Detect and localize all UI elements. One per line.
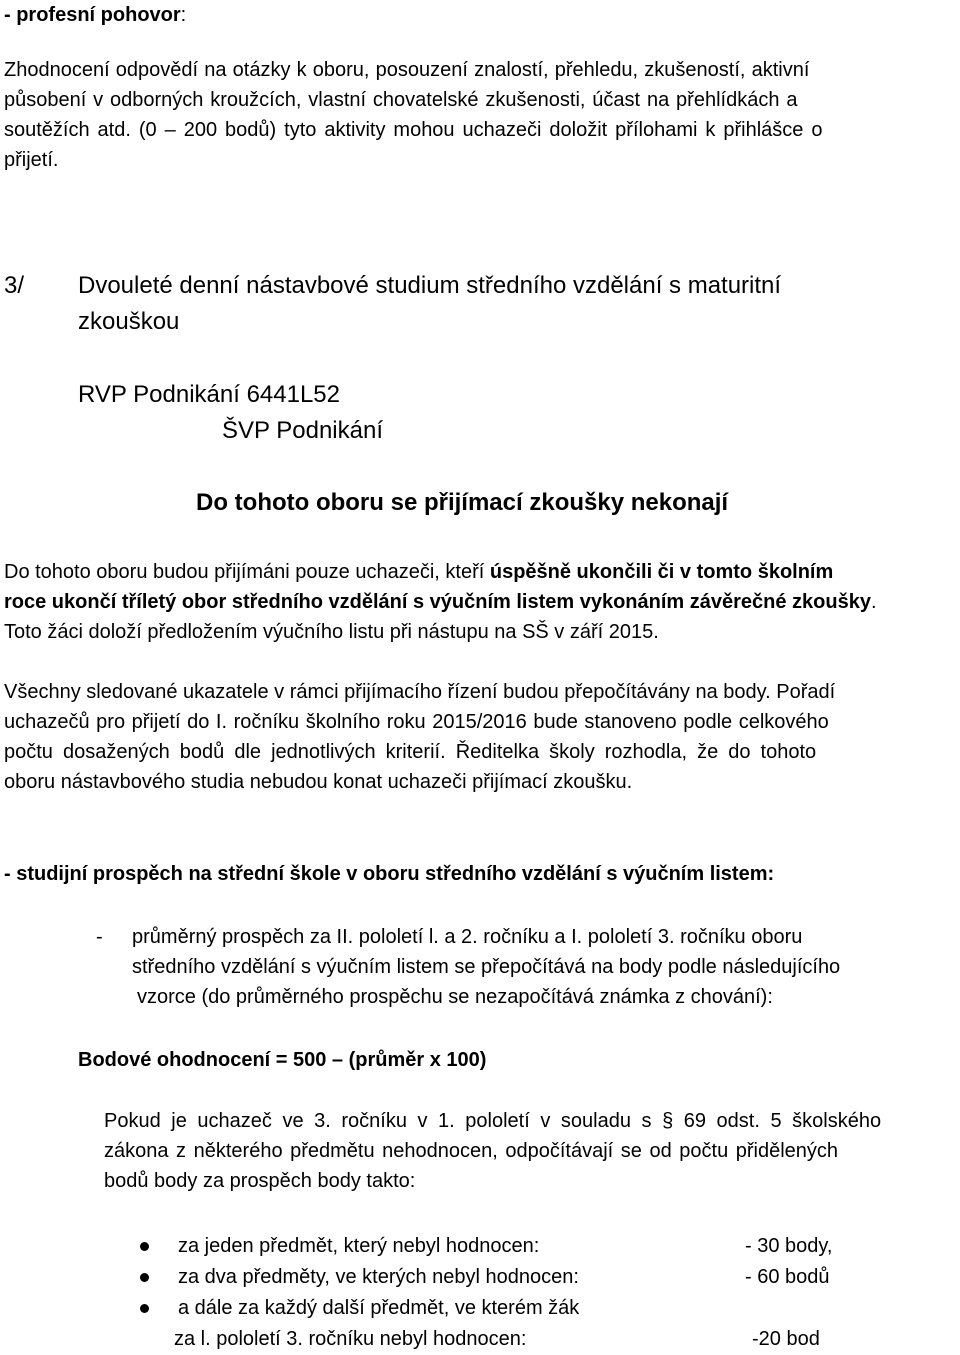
item-line: středního vzdělání s výučním listem se přepočítává na body podle následujícího bbox=[132, 956, 841, 978]
ranking-paragraph bbox=[4, 677, 835, 797]
section-title bbox=[78, 268, 781, 340]
heading-colon: : bbox=[180, 4, 187, 26]
deduction-value: - 60 bodů bbox=[745, 1266, 830, 1288]
admission-emphasis: roce ukončí tříletý obor středního vzdělání s výučním listem vykonáním závěrečné zkoušky bbox=[4, 591, 871, 613]
section-number: 3/ bbox=[4, 272, 25, 299]
paragraph-line: Pokud je uchazeč ve 3. ročníku v 1. pololetí v souladu s § 69 odst. 5 školského bbox=[104, 1110, 882, 1132]
item-line: vzorce (do průměrného prospěchu se nezapočítává známka z chování): bbox=[137, 986, 773, 1008]
item-line: průměrný prospěch za II. pololetí l. a 2. ročníku a I. pololetí 3. ročníku oboru bbox=[132, 926, 803, 948]
paragraph-line: působení v odborných kroužcích, vlastní chovatelské zkušenosti, účast na přehlídkách a bbox=[4, 89, 798, 111]
bullet-icon bbox=[140, 1304, 149, 1313]
deduction-value: - 30 body, bbox=[745, 1235, 833, 1257]
deduction-label: za dva předměty, ve kterých nebyl hodnocen: bbox=[178, 1266, 579, 1288]
admission-text: Do tohoto oboru budou přijímáni pouze uchazeči, kteří bbox=[4, 561, 490, 583]
admission-emphasis: úspěšně ukončili či v tomto školním bbox=[489, 561, 834, 583]
paragraph-line bbox=[4, 587, 877, 617]
formula: Bodové ohodnocení = 500 – (průměr x 100) bbox=[78, 1049, 487, 1071]
section-title-line: Dvouleté denní nástavbové studium středního vzdělání s maturitní bbox=[78, 272, 782, 299]
deduction-label: a dále za každý další předmět, ve kterém žák bbox=[178, 1297, 580, 1319]
note-paragraph bbox=[104, 1106, 881, 1196]
paragraph-line: přijetí. bbox=[4, 149, 59, 171]
prospech-item bbox=[132, 922, 840, 1012]
no-exams-notice: Do tohoto oboru se přijímací zkoušky nekonají bbox=[196, 489, 729, 516]
deduction-value: -20 bod bbox=[752, 1328, 820, 1350]
heading-text: - profesní pohovor bbox=[4, 4, 181, 26]
deduction-label-continued: za l. pololetí 3. ročníku nebyl hodnocen: bbox=[174, 1328, 527, 1350]
admission-period: . bbox=[870, 591, 877, 613]
paragraph-line: Toto žáci doloží předložením výučního listu při nástupu na SŠ v září 2015. bbox=[4, 621, 659, 643]
paragraph-line: zákona z některého předmětu nehodnocen, odpočítávají se od počtu přidělených bbox=[104, 1140, 839, 1162]
svp-label: ŠVP Podnikání bbox=[222, 417, 384, 444]
paragraph-line: oboru nástavbového studia nebudou konat uchazeči přijímací zkoušku. bbox=[4, 771, 633, 793]
bullet-icon bbox=[140, 1242, 149, 1251]
paragraph-line: Zhodnocení odpovědí na otázky k oboru, posouzení znalostí, přehledu, zkušeností, aktivní bbox=[4, 59, 810, 81]
paragraph-line: počtu dosažených bodů dle jednotlivých kriterií. Ředitelka školy rozhodla, že do tohoto bbox=[4, 741, 817, 763]
bullet-icon bbox=[140, 1273, 149, 1282]
list-dash: - bbox=[96, 926, 103, 948]
paragraph-line bbox=[4, 557, 877, 587]
pohovor-paragraph bbox=[4, 55, 822, 175]
paragraph-line: bodů body za prospěch body takto: bbox=[104, 1170, 416, 1192]
prospech-heading: - studijní prospěch na střední škole v oboru středního vzdělání s výučním listem: bbox=[4, 863, 775, 885]
section-heading-pohovor bbox=[4, 0, 186, 30]
paragraph-line: uchazečů pro přijetí do I. ročníku školního roku 2015/2016 bude stanoveno podle celkového bbox=[4, 711, 829, 733]
paragraph-line: soutěžích atd. (0 – 200 bodů) tyto aktivity mohou uchazeči doložit přílohami k přihlášce o bbox=[4, 119, 823, 141]
rvp-label: RVP Podnikání 6441L52 bbox=[78, 381, 340, 408]
deduction-label: za jeden předmět, který nebyl hodnocen: bbox=[178, 1235, 540, 1257]
paragraph-line: Všechny sledované ukazatele v rámci přijímacího řízení budou přepočítávány na body. Pořadí bbox=[4, 681, 836, 703]
section-title-line: zkouškou bbox=[78, 308, 180, 335]
admission-paragraph bbox=[4, 557, 877, 647]
